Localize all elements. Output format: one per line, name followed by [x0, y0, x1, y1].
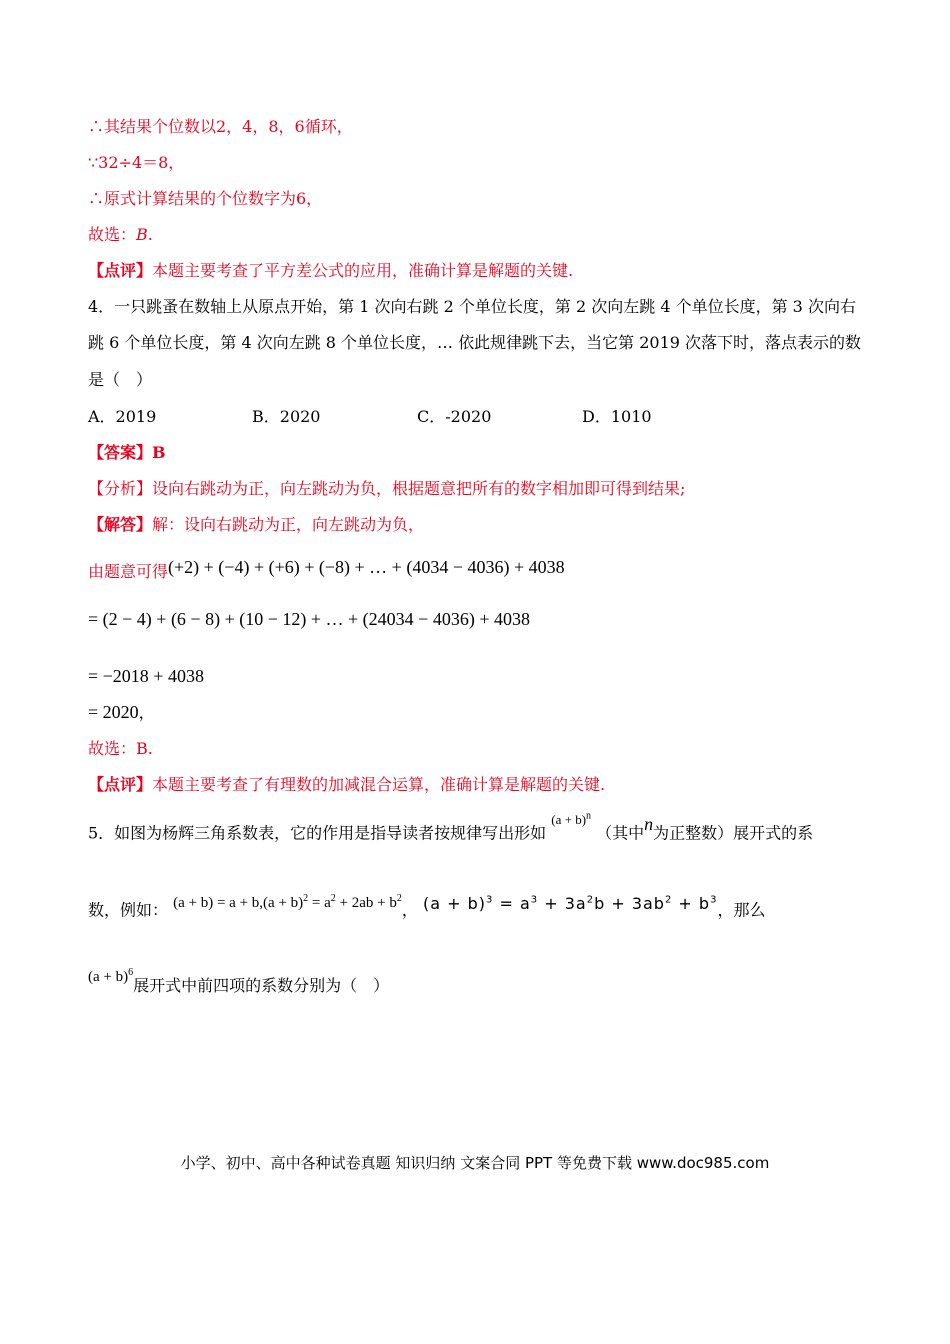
choose-line-q3: [88, 224, 153, 246]
option-a: A．2019: [88, 407, 157, 426]
analysis-line: 【分析】设向右跳动为正，向左跳动为负，根据题意把所有的数字相加即可得到结果;: [88, 479, 686, 498]
reasoning-line-3: ∴原式计算结果的个位数字为6，: [88, 189, 323, 208]
q5-part1: 5．如图为杨辉三角系数表，它的作用是指导读者按规律写出形如: [88, 823, 547, 843]
step-4-expr: = 2020: [88, 702, 139, 722]
q5-part3: 为正整数）展开式的系: [653, 823, 814, 843]
q5-example-1: (a + b) = a + b: [173, 895, 260, 912]
q5-line-3: [88, 967, 390, 998]
q4-line-2: 跳 6 个单位长度，第 4 次向左跳 8 个单位长度，… 依此规律跳下去，当它第 2019 次落下时，落点表示的数: [88, 333, 862, 352]
step-1: [88, 556, 565, 579]
reasoning-line-1: ∴其结果个位数以2，4，8，6循环，: [88, 117, 353, 136]
q5-line3-expr: $(a + b)^6$: [88, 967, 134, 985]
option-b: B．2020: [252, 407, 321, 426]
comment-text-q4: 本题主要考查了有理数的加减混合运算，准确计算是解题的关键.: [152, 775, 606, 794]
q4-line-3: 是（ ）: [88, 370, 153, 389]
q5-part2: （其中: [596, 823, 645, 843]
step-2: [88, 608, 530, 631]
q5-example-2: $,(a + b)^2 = a^2 + 2ab + b^2$: [259, 893, 402, 912]
step-3-expr: = −2018 + 4038: [88, 666, 204, 686]
option-d: D．1010: [582, 407, 652, 426]
choose-line-q4: 故选：B.: [88, 739, 153, 758]
comment-tag: 【点评】: [88, 261, 153, 280]
comment-text: 本题主要考查了平方差公式的应用，准确计算是解题的关键.: [152, 261, 574, 280]
q5-var-n: n: [644, 814, 654, 835]
q5-line-2: [88, 893, 766, 922]
q5-sep: ，: [401, 900, 418, 920]
solution-tag: 【解答】: [88, 515, 153, 534]
comment-line-q3: [88, 260, 573, 282]
option-c: C．-2020: [417, 407, 492, 426]
step-2-expr: = (2 − 4) + (6 − 8) + (10 − 12) + … + (24034 − 4036) + 4038: [88, 609, 530, 629]
comment-tag-q4: 【点评】: [88, 775, 153, 794]
page-footer: 小学、初中、高中各种试卷真题 知识归纳 文案合同 PPT 等免费下载 www.doc985.com: [180, 1154, 770, 1172]
answer-line: 【答案】B: [88, 443, 166, 462]
q5-line3-text: 展开式中前四项的系数分别为（ ）: [133, 976, 390, 995]
reasoning-line-2: ∵32÷4＝8，: [88, 153, 185, 172]
choose-suffix: .: [147, 225, 153, 244]
q5-example-3: $(a + b)^3 = a^3 + 3a^2b + 3ab^2 + b^3$: [422, 894, 718, 914]
q5-expr-n: (a + b)n: [551, 811, 592, 828]
step-4: [88, 701, 155, 724]
q5-line-1: [88, 811, 814, 845]
comment-line-q4: [88, 774, 605, 796]
q5-line2-suffix: ，那么: [717, 900, 766, 920]
step-1-label: 由题意可得: [88, 562, 169, 581]
step-3: [88, 665, 204, 688]
step-1-expr: (+2) + (−4) + (+6) + (−8) + … + (4034 − 4036) + 4038: [168, 557, 565, 577]
q5-line2-prefix: 数，例如：: [88, 900, 169, 920]
choose-answer: B: [136, 225, 148, 244]
solution-text: 解：设向右跳动为正，向左跳动为负，: [152, 515, 425, 534]
q4-line-1: 4．一只跳蚤在数轴上从原点开始，第 1 次向右跳 2 个单位长度，第 2 次向左跳 4 个单位长度，第 3 次向右: [88, 297, 856, 316]
step-4-suffix: ，: [138, 703, 155, 722]
choose-prefix: 故选：: [88, 225, 137, 244]
solution-line: [88, 514, 424, 536]
